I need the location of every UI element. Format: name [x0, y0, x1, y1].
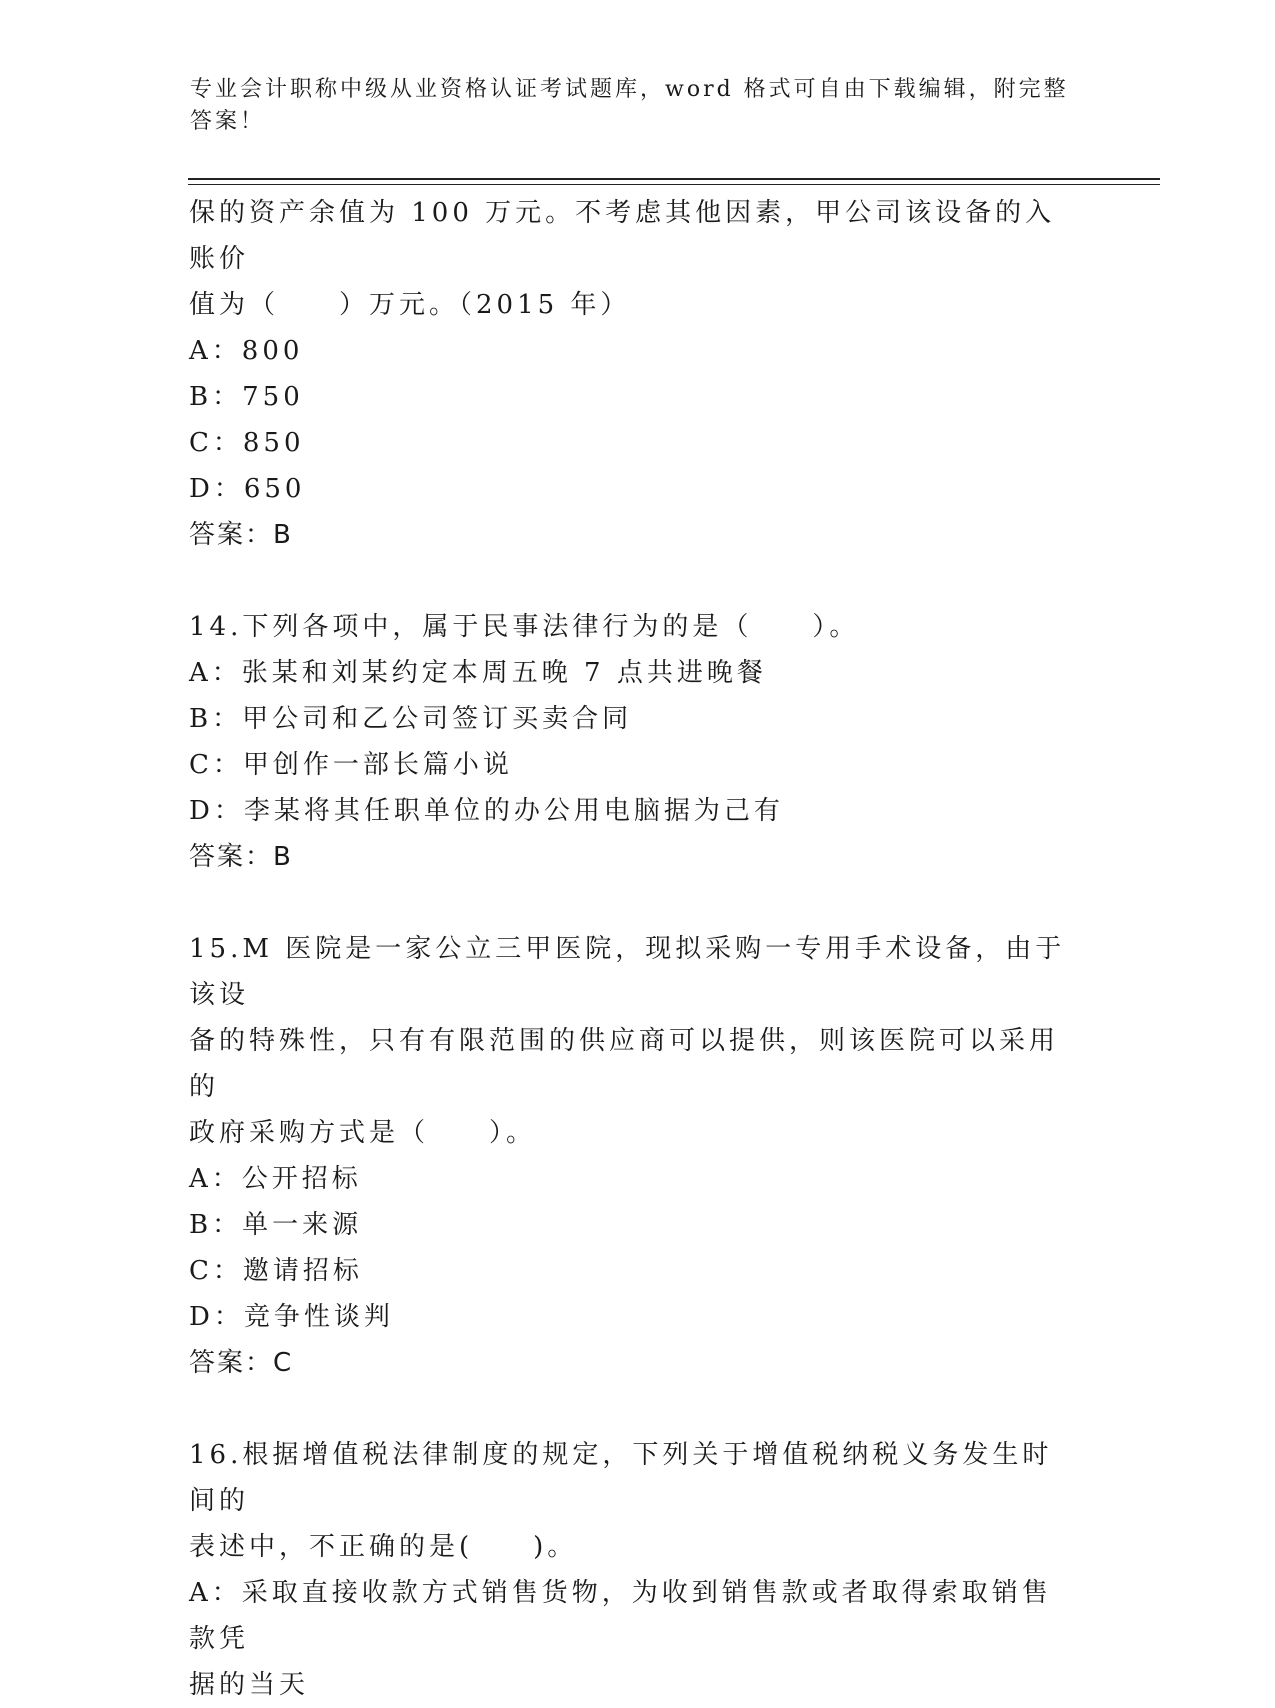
question-stem-line: 政府采购方式是（ ）。	[189, 1118, 537, 1148]
option-b: B：甲公司和乙公司签订买卖合同	[189, 704, 633, 734]
answer-line: 答案：B	[189, 842, 293, 872]
option-d: D：李某将其任职单位的办公用电脑据为己有	[189, 796, 784, 826]
option-b: B：单一来源	[189, 1210, 363, 1240]
spacer	[189, 1386, 1079, 1432]
answer-line: 答案：C	[189, 1348, 294, 1378]
question-stem-line: 14.下列各项中，属于民事法律行为的是（ ）。	[189, 612, 860, 642]
header-divider	[188, 178, 1160, 180]
question-stem-line: 15.M 医院是一家公立三甲医院，现拟采购一专用手术设备，由于该设	[189, 934, 1066, 1010]
option-a-continued: 据的当天	[189, 1670, 310, 1700]
option-d: D：竞争性谈判	[189, 1302, 394, 1332]
option-c: C：甲创作一部长篇小说	[189, 750, 513, 780]
question-stem-line: 保的资产余值为 100 万元。不考虑其他因素，甲公司该设备的入账价	[189, 198, 1056, 274]
spacer	[189, 558, 1079, 604]
page-header: 专业会计职称中级从业资格认证考试题库，word 格式可自由下载编辑，附完整答案！	[190, 77, 1069, 134]
question-15	[189, 926, 1079, 1386]
option-c: C：邀请招标	[189, 1256, 363, 1286]
question-14	[189, 604, 1079, 880]
option-b: B：750	[189, 382, 304, 412]
question-stem-line: 16.根据增值税法律制度的规定，下列关于增值税纳税义务发生时间的	[189, 1440, 1053, 1516]
question-stem-line: 值为（ ）万元。（2015 年）	[189, 290, 631, 320]
option-a: A：公开招标	[189, 1164, 362, 1194]
option-a: A：800	[189, 336, 304, 366]
question-13-continued	[189, 190, 1079, 558]
spacer	[189, 880, 1079, 926]
question-stem-line: 备的特殊性，只有有限范围的供应商可以提供，则该医院可以采用的	[189, 1026, 1060, 1102]
header-divider-thin	[188, 184, 1160, 185]
answer-line: 答案：B	[189, 520, 293, 550]
option-c: C：850	[189, 428, 305, 458]
question-list	[189, 190, 1079, 1708]
question-16	[189, 1432, 1079, 1708]
option-d: D：650	[189, 474, 306, 504]
option-a: A：张某和刘某约定本周五晚 7 点共进晚餐	[189, 658, 767, 688]
option-a: A：采取直接收款方式销售货物，为收到销售款或者取得索取销售款凭	[189, 1578, 1052, 1654]
question-stem-line: 表述中，不正确的是( )。	[189, 1532, 578, 1562]
